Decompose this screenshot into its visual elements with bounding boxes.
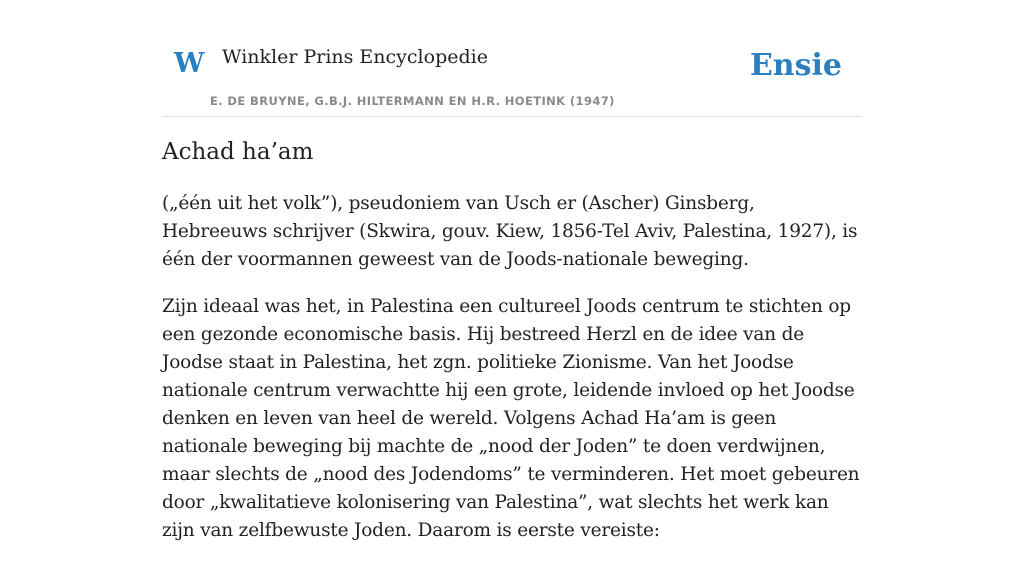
publication-logo-icon[interactable]: W	[174, 48, 205, 79]
ensie-brand-logo[interactable]: Ensie	[749, 48, 842, 83]
article-title: Achad ha’am	[162, 139, 314, 165]
article-content	[162, 138, 862, 564]
publication-title[interactable]: Winkler Prins Encyclopedie	[222, 46, 488, 68]
site-header	[162, 0, 862, 117]
article-paragraph: Zijn ideaal was het, in Palestina een cultureel Joods centrum te stichten op een gezonde economische basis. Hij bestreed Herzl en de idee van de Joodse staat in Palestina, het zgn. politieke Zionisme. Van het Joodse nationale centrum verwachtte hij een grote, leidende invloed op het Joodse denken en leven van heel de wereld. Volgens Achad Ha’am is geen nationale beweging bij machte de „nood der Joden” te doen verdwijnen, maar slechts de „nood des Jodendoms” te verminderen. Het moet gebeuren door „kwalitatieve kolonisering van Palestina”, wat slechts het werk kan zijn van zelfbewuste Joden. Daarom is eerste vereiste:	[162, 295, 860, 541]
article-paragraph: („één uit het volk”), pseudoniem van Usch er (Ascher) Ginsberg, Hebreeuws schrijver (Skwira, gouv. Kiew, 1856-Tel Aviv, Palestina, 1927), is één der voormannen geweest van de Joods-nationale beweging.	[162, 192, 858, 270]
publication-authors: E. DE BRUYNE, G.B.J. HILTERMANN EN H.R. HOETINK (1947)	[210, 94, 615, 108]
